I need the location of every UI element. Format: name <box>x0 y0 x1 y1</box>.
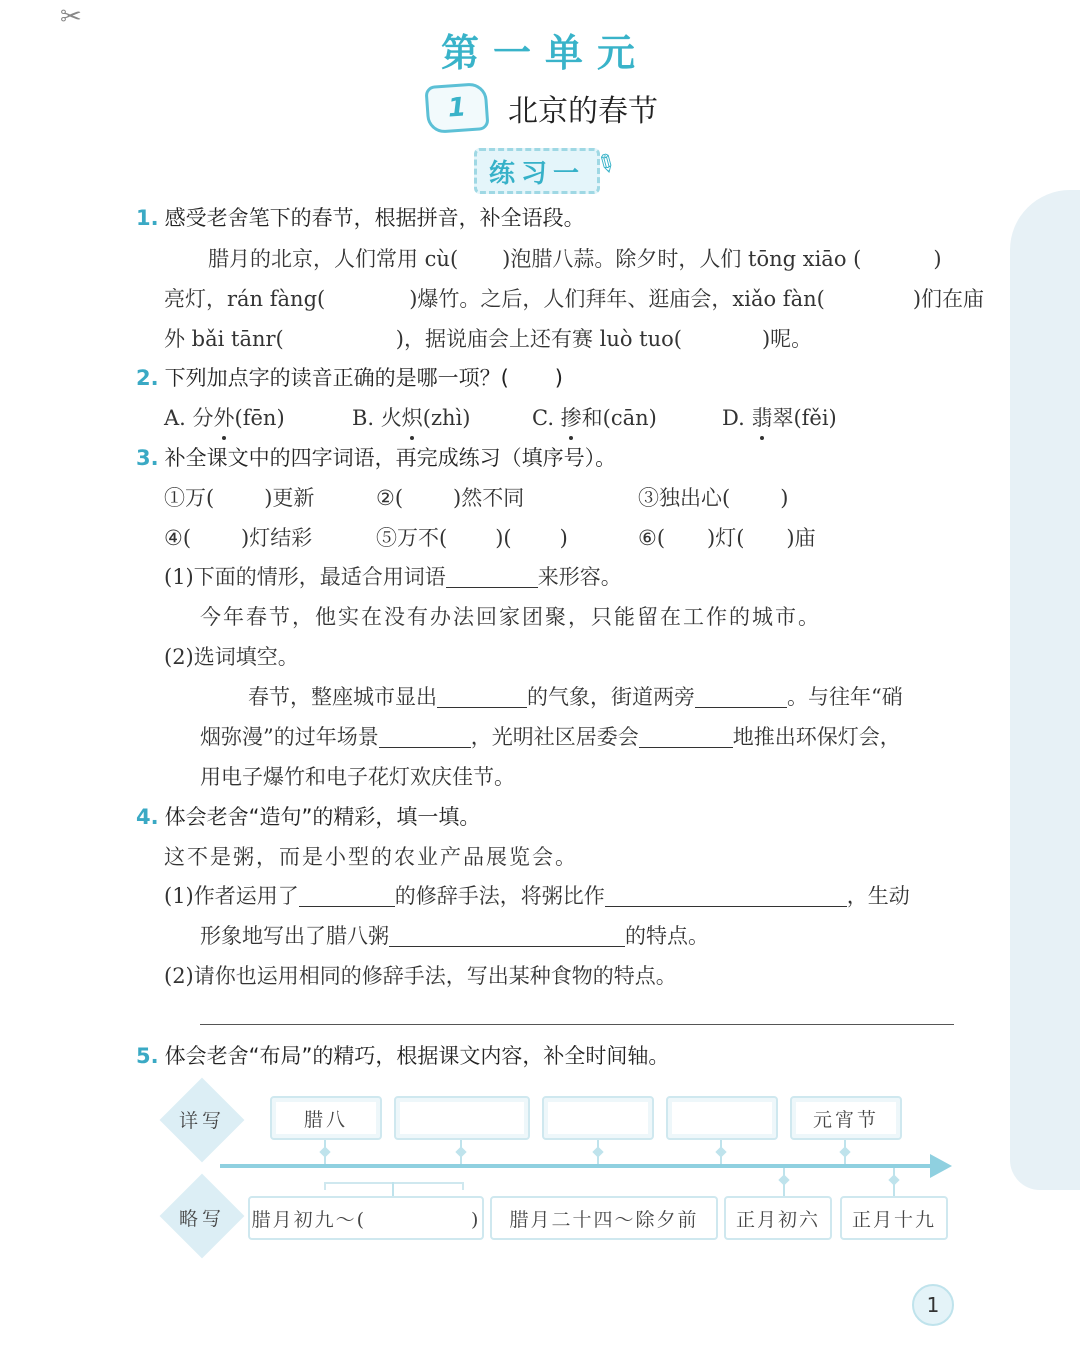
q2-option-b: B. 火炽(zhì) <box>352 402 471 432</box>
timeline-bottom-box-3: 正月初六 <box>724 1196 832 1240</box>
page-number: 1 <box>912 1284 954 1326</box>
side-decoration-tab <box>1010 190 1080 1190</box>
q2-option-a: A. 分外(fēn) <box>164 402 285 432</box>
pencil-icon: ✎ <box>590 146 622 182</box>
brief-label: 略写 <box>178 1208 225 1230</box>
q4-blank-feature[interactable] <box>389 926 625 947</box>
q1-line-1: 腊月的北京，人们常用 cù( )泡腊八蒜。除夕时，人们 tōng xiāo ( ) <box>208 247 942 271</box>
q2-option-c: C. 掺和(cān) <box>532 402 657 432</box>
question-3-title: 3. 补全课文中的四字词语，再完成练习（填序号）。 <box>136 446 617 470</box>
timeline-bottom-box-2: 腊月二十四～除夕前 <box>490 1196 718 1240</box>
detail-label: 详写 <box>178 1110 225 1132</box>
q4-answer-line[interactable] <box>200 1024 954 1025</box>
question-5-title: 5. 体会老舍“布局”的精巧，根据课文内容，补全时间轴。 <box>136 1044 670 1068</box>
timeline-top-box-3[interactable] <box>542 1096 654 1140</box>
q4-sentence: 这不是粥，而是小型的农业产品展览会。 <box>164 845 578 869</box>
q3-word-5: ⑤万不( )( ) <box>376 526 568 550</box>
q3-paragraph-line-2: 烟弥漫”的过年场景 ，光明社区居委会 地推出环保灯会， <box>200 725 901 749</box>
q3-blank-c[interactable] <box>379 727 471 748</box>
timeline-top-box-2[interactable] <box>394 1096 530 1140</box>
question-1-title: 1. 感受老舍笔下的春节，根据拼音，补全语段。 <box>136 206 585 230</box>
scissors-icon: ✂ <box>60 2 82 32</box>
q2-option-d: D. 翡翠(fěi) <box>722 402 837 432</box>
q4-blank-rhetoric[interactable] <box>299 886 395 907</box>
q3-sub-2: (2)选词填空。 <box>164 645 299 669</box>
q3-sub-1: (1)下面的情形，最适合用词语 来形容。 <box>164 565 622 589</box>
timeline-arrow-icon <box>930 1154 952 1178</box>
timeline-top-box-4[interactable] <box>666 1096 778 1140</box>
q4-sub-2: (2)请你也运用相同的修辞手法，写出某种食物的特点。 <box>164 964 677 988</box>
q3-sub-1-blank[interactable] <box>446 567 538 588</box>
practice-label: 练习一 <box>474 148 600 194</box>
lesson-heading <box>426 84 658 132</box>
q3-blank-a[interactable] <box>437 687 527 708</box>
q3-word-6: ⑥( )灯( )庙 <box>638 526 816 550</box>
lesson-title: 北京的春节 <box>508 94 658 129</box>
timeline <box>160 1090 960 1260</box>
timeline-bottom-box-1[interactable]: 腊月初九～( ) <box>248 1196 484 1240</box>
q3-paragraph-line-3: 用电子爆竹和电子花灯欢庆佳节。 <box>200 765 515 789</box>
q3-paragraph-line-1: 春节，整座城市显出 的气象，街道两旁 。与往年“硝 <box>248 685 903 709</box>
timeline-bottom-box-4: 正月十九 <box>840 1196 948 1240</box>
timeline-top-box-1: 腊八 <box>270 1096 382 1140</box>
lesson-number-badge: 1 <box>424 82 489 134</box>
q1-line-3: 外 bǎi tānr( )，据说庙会上还有赛 luò tuo( )呢。 <box>164 327 813 351</box>
timeline-axis <box>220 1164 935 1168</box>
q4-sub-1-line-1: (1)作者运用了 的修辞手法，将粥比作 ，生动 <box>164 884 910 908</box>
q3-word-1: ①万( )更新 <box>164 486 315 510</box>
question-4-title: 4. 体会老舍“造句”的精彩，填一填。 <box>136 805 481 829</box>
q3-sub-1-sentence: 今年春节，他实在没有办法回家团聚，只能留在工作的城市。 <box>200 605 821 629</box>
q4-sub-1-line-2: 形象地写出了腊八粥 的特点。 <box>200 924 709 948</box>
q4-blank-compare[interactable] <box>605 886 847 907</box>
question-2-title: 2. 下列加点字的读音正确的是哪一项？( ) <box>136 366 563 390</box>
q3-blank-b[interactable] <box>695 687 787 708</box>
q1-line-2: 亮灯，rán fàng( )爆竹。之后，人们拜年、逛庙会，xiǎo fàn( )们在庙 <box>164 287 985 311</box>
unit-title: 第一单元 <box>440 31 649 75</box>
q3-word-4: ④( )灯结彩 <box>164 526 313 550</box>
q3-word-3: ③独出心( ) <box>638 486 789 510</box>
q3-blank-d[interactable] <box>639 727 733 748</box>
timeline-top-box-5: 元宵节 <box>790 1096 902 1140</box>
q3-word-2: ②( )然不同 <box>376 486 525 510</box>
